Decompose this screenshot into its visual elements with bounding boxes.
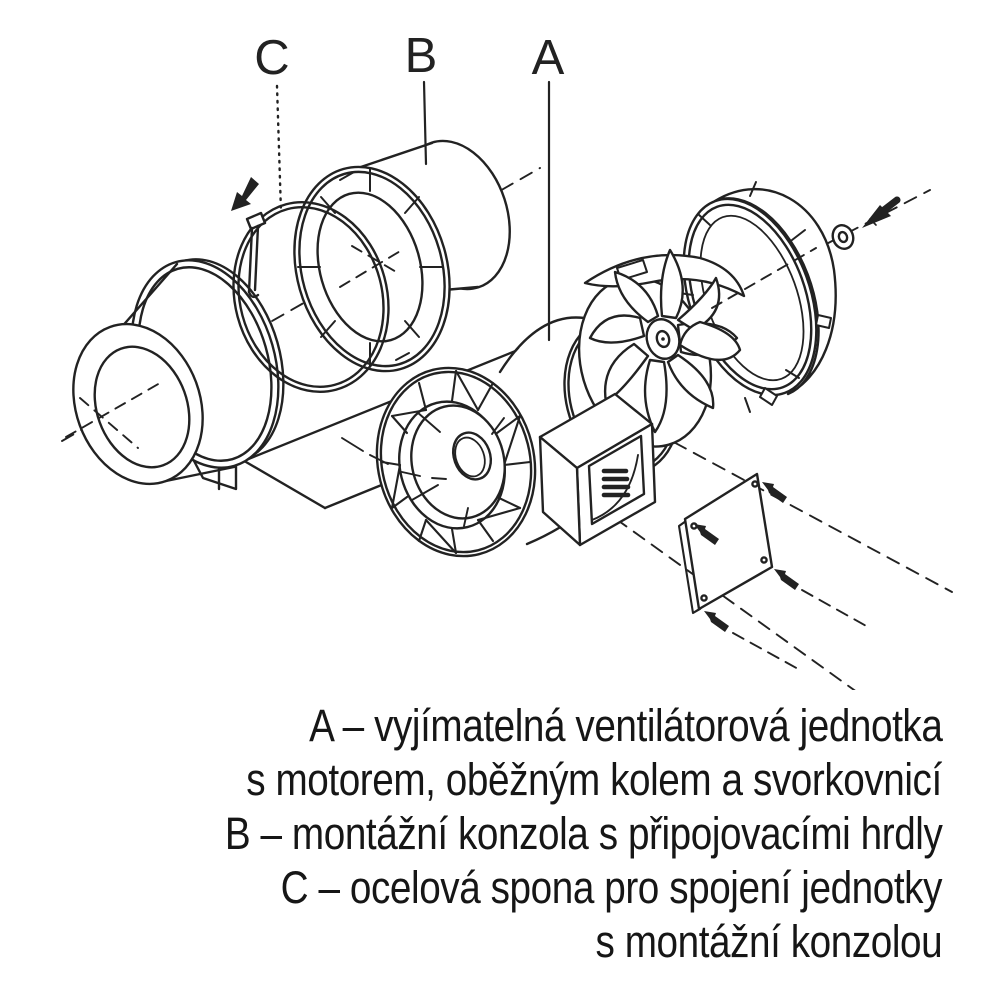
legend-line: [40, 861, 942, 915]
legend-line: [40, 915, 942, 969]
cover-screw-arrow-icon: [774, 569, 799, 590]
part-label-b: B: [404, 29, 438, 83]
cover-screw-arrow-icon: [762, 482, 787, 503]
legend-line-c1: C – ocelová spona pro spojení jednotky: [280, 862, 942, 913]
cover-screw-arrow-icon: [704, 611, 729, 632]
legend-line-c2: s montážní konzolou: [595, 916, 942, 967]
cover-screw-axis-tails: [733, 590, 868, 670]
legend-line: [40, 807, 942, 861]
leader-line-c: [277, 86, 281, 212]
legend-line-b: B – montážní konzola s připojovacími hrdly: [224, 808, 942, 859]
clamp-screw-arrow-icon: [231, 177, 259, 211]
part-label-a: A: [531, 31, 565, 85]
washer: [829, 222, 856, 251]
legend-line: [40, 699, 942, 753]
legend-block: [40, 699, 942, 969]
screw: [862, 200, 897, 228]
legend-line-a1: A – vyjímatelná ventilátorová jednotka: [308, 700, 942, 751]
legend-line-a2: s motorem, oběžným kolem a svorkovnicí: [246, 754, 942, 805]
cover-plate: [679, 474, 772, 613]
legend-line: [40, 753, 942, 807]
part-label-c: C: [254, 31, 290, 85]
